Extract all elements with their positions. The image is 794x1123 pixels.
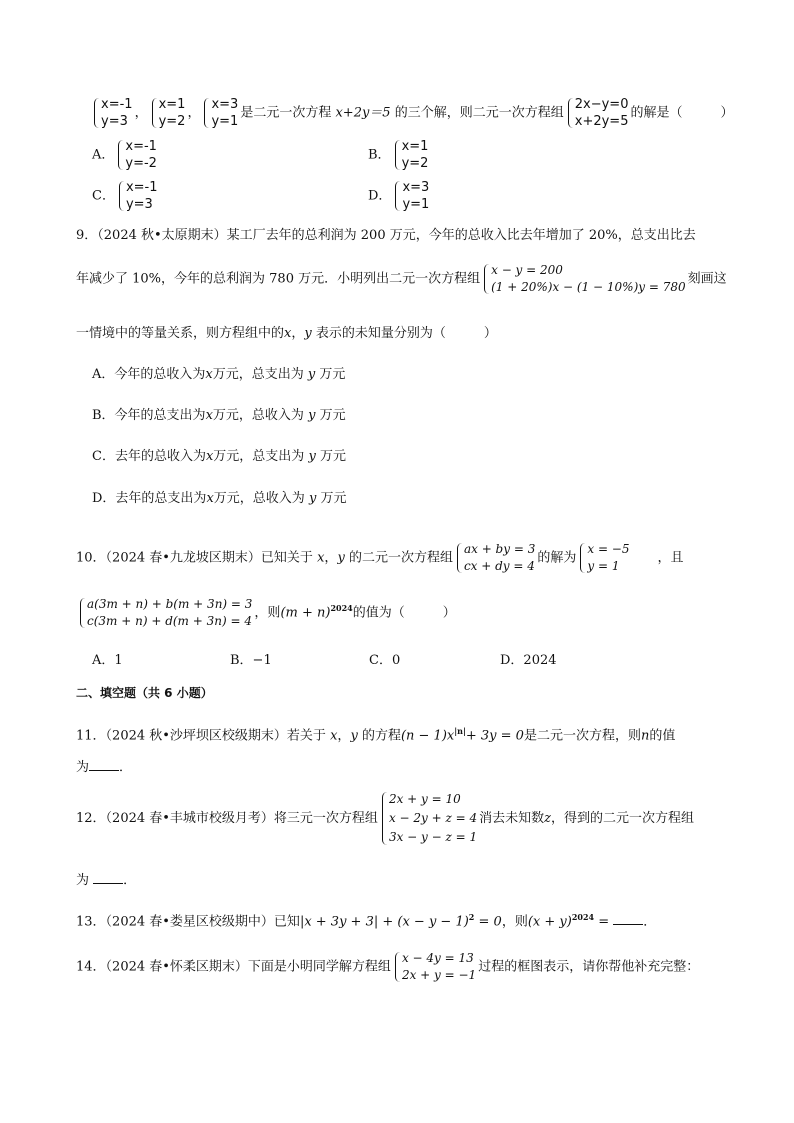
q9-c-v1: x bbox=[205, 449, 214, 464]
q11-line-1 bbox=[76, 722, 675, 745]
q8-stem: x=-1 y=3 ， x=1 y=2 ， x=3 y=1 是二元一次方程 x+2y＝5 的三个解，则二元一次方程组 2x−y=0 x+2y=5 的解是（ ） bbox=[90, 96, 734, 130]
q10-sys1-row2: cx + dy = 4 bbox=[463, 559, 535, 573]
q9-d-end: 万元 bbox=[320, 491, 347, 506]
q8-system-2 bbox=[150, 96, 186, 130]
q9-a-mid: 万元，总支出为 bbox=[212, 367, 304, 382]
q10-expression: (m + n) bbox=[280, 605, 331, 621]
q8-system-4 bbox=[566, 96, 629, 130]
q9-text-3: 刻画这 bbox=[687, 271, 727, 287]
q8-c-row1: x=-1 bbox=[125, 180, 158, 195]
q8-b-row1: x=1 bbox=[401, 139, 429, 154]
q9-line-3 bbox=[76, 325, 497, 343]
q11-text-5: 为 bbox=[76, 760, 90, 775]
q9-option-b[interactable] bbox=[92, 407, 346, 425]
q13-answer-blank[interactable] bbox=[613, 912, 643, 925]
q10-var-y: y bbox=[337, 550, 345, 566]
q13-equals: = bbox=[594, 914, 614, 930]
q12-system bbox=[380, 790, 477, 847]
q9-a-end: 万元 bbox=[319, 367, 346, 382]
q9-option-c[interactable] bbox=[92, 448, 346, 466]
q9-line-1 bbox=[76, 227, 696, 245]
q8-a-row2: y=-2 bbox=[125, 156, 157, 171]
q11-comma: ， bbox=[337, 728, 351, 744]
q14-sys-row1: x − 4y = 13 bbox=[401, 951, 474, 965]
q10-system-1 bbox=[455, 541, 535, 575]
q9-b-v2: y bbox=[308, 408, 316, 423]
q8-option-d-label: D． bbox=[368, 188, 392, 204]
q12-sys-row1: 2x + y = 10 bbox=[388, 792, 461, 806]
q9-sys-row2: (1 + 20%)x − (1 − 10%)y = 780 bbox=[491, 280, 686, 294]
q12-sys-row2: x − 2y + z = 4 bbox=[388, 811, 478, 825]
q11-answer-blank[interactable] bbox=[89, 758, 119, 771]
q9-c-text: C．去年的总收入为 bbox=[92, 449, 206, 464]
q9-b-end: 万元 bbox=[319, 408, 346, 423]
q10-system-3 bbox=[78, 596, 252, 630]
q9-a-v1: x bbox=[205, 367, 213, 382]
q8-sys4-row2: x+2y=5 bbox=[574, 114, 629, 129]
q10-option-b[interactable] bbox=[230, 652, 272, 670]
q9-d-text: D．去年的总支出为 bbox=[92, 491, 207, 506]
q12-line-1 bbox=[76, 790, 694, 847]
q10-option-c[interactable] bbox=[369, 652, 400, 670]
q9-c-mid: 万元，总支出为 bbox=[213, 449, 305, 464]
q8-equation: x+2y＝5 bbox=[335, 105, 391, 121]
q9-text-2: 年减少了 10%，今年的总利润为 780 万元．小明列出二元一次方程组 bbox=[76, 271, 481, 287]
q12-sys-row3: 3x − y − z = 1 bbox=[388, 830, 478, 844]
q10-text-2: 的二元一次方程组 bbox=[348, 550, 453, 566]
q8-sys1-row1: x=-1 bbox=[101, 97, 133, 112]
q9-d-v2: y bbox=[308, 491, 317, 506]
q8-option-d[interactable] bbox=[368, 179, 431, 213]
q10-sys3-row2: c(3m + n) + d(m + 3n) = 4 bbox=[87, 614, 252, 628]
q13-equation: |x + 3y + 3| + (x − y − 1) bbox=[299, 914, 469, 930]
q12-answer-blank[interactable] bbox=[93, 871, 123, 884]
q10-system-2 bbox=[578, 541, 629, 575]
q8-system-3 bbox=[202, 96, 238, 130]
q9-option-d[interactable] bbox=[92, 490, 346, 508]
q10-sys2-row2: y = 1 bbox=[587, 559, 620, 573]
q14-sys-row2: 2x + y = −1 bbox=[401, 968, 477, 982]
q8-option-a[interactable] bbox=[92, 138, 159, 172]
section-heading-fill-in bbox=[76, 684, 213, 702]
q12-var-z: z bbox=[544, 811, 552, 826]
q8-a-row1: x=-1 bbox=[125, 139, 157, 154]
q8-text-1: 是二元一次方程 bbox=[240, 105, 332, 121]
q9-c-v2: y bbox=[308, 449, 316, 464]
q11-line-2 bbox=[76, 758, 132, 777]
q14-system bbox=[393, 950, 476, 984]
q12-text-1: 12．（2024 春•丰城市校级月考）将三元一次方程组 bbox=[76, 811, 378, 826]
q11-var-y: y bbox=[350, 728, 358, 744]
q8-d-row2: y=1 bbox=[402, 197, 430, 212]
q10-text-6: 的值为（ bbox=[352, 605, 405, 621]
q10-line-1 bbox=[76, 541, 684, 575]
q9-a-text: A．今年的总收入为 bbox=[92, 367, 206, 382]
q10-sys2-row1: x = −5 bbox=[587, 542, 630, 556]
q11-exponent: |n| bbox=[454, 726, 466, 736]
q9-option-a[interactable] bbox=[92, 366, 345, 384]
q8-sys3-row1: x=3 bbox=[211, 97, 239, 112]
q11-text-1: 11．（2024 秋•沙坪坝区校级期末）若关于 bbox=[76, 728, 326, 744]
q9-a-v2: y bbox=[307, 367, 316, 382]
q9-b-v1: x bbox=[205, 408, 213, 423]
q12-text-4: 为 bbox=[76, 873, 90, 888]
q13-line bbox=[76, 908, 656, 931]
q13-text-2: ，则 bbox=[501, 914, 528, 930]
q9-comma: ， bbox=[291, 326, 305, 341]
q11-text-2: 的方程 bbox=[361, 728, 401, 744]
q8-option-c-system bbox=[117, 179, 158, 213]
q10-comma: ， bbox=[324, 550, 338, 566]
q13-text-3: ． bbox=[643, 914, 657, 930]
q14-text-2: 过程的框图表示，请你帮他补充完整： bbox=[478, 959, 700, 975]
q9-d-v1: x bbox=[206, 491, 214, 506]
q9-c-end: 万元 bbox=[319, 449, 346, 464]
q9-var-x: x bbox=[284, 326, 292, 341]
q11-equation: (n − 1)x bbox=[400, 728, 455, 744]
q8-b-row2: y=2 bbox=[401, 156, 429, 171]
q11-text-6: ． bbox=[119, 760, 133, 775]
q10-text-3: 的解为 bbox=[537, 550, 577, 566]
q13-equation-2: = 0 bbox=[474, 914, 502, 930]
q10-a-text: A．1 bbox=[92, 653, 123, 668]
q8-option-a-label: A． bbox=[92, 147, 115, 163]
q8-option-b[interactable] bbox=[368, 138, 430, 172]
q8-option-c[interactable] bbox=[92, 179, 160, 213]
q8-text-2: 的三个解，则二元一次方程组 bbox=[394, 105, 564, 121]
q9-b-mid: 万元，总收入为 bbox=[212, 408, 304, 423]
q10-option-d[interactable] bbox=[500, 652, 557, 670]
q10-text-7: ） bbox=[442, 605, 456, 621]
q8-sys3-row2: y=1 bbox=[211, 114, 239, 129]
q8-d-row1: x=3 bbox=[402, 180, 430, 195]
q11-text-3: 是二元一次方程，则 bbox=[523, 728, 641, 744]
q9-d-mid: 万元，总收入为 bbox=[213, 491, 305, 506]
q12-text-5: ． bbox=[123, 873, 137, 888]
q10-line-2 bbox=[76, 596, 456, 630]
q8-sys1-row2: y=3 bbox=[101, 114, 128, 129]
q10-option-a[interactable] bbox=[92, 652, 123, 670]
q10-text-5: ，则 bbox=[254, 605, 281, 621]
q9-b-text: B．今年的总支出为 bbox=[92, 408, 206, 423]
q11-var-x: x bbox=[330, 728, 338, 744]
q9-text-4: 一情境中的等量关系，则方程组中的 bbox=[76, 326, 285, 341]
q9-line-2 bbox=[76, 262, 727, 296]
q10-var-x: x bbox=[317, 550, 325, 566]
q10-d-text: D．2024 bbox=[500, 653, 557, 668]
q10-text-4: ，且 bbox=[657, 550, 684, 566]
q11-equation-2: + 3y = 0 bbox=[465, 728, 524, 744]
q9-var-y: y bbox=[304, 326, 312, 341]
q8-sys2-row2: y=2 bbox=[158, 114, 186, 129]
q8-sys4-row1: 2x−y=0 bbox=[574, 97, 629, 112]
q13-exponent-1: 2 bbox=[468, 912, 475, 922]
q8-system-1 bbox=[92, 96, 133, 130]
q9-sys-row1: x − y = 200 bbox=[491, 263, 563, 277]
q10-b-text: B．−1 bbox=[230, 653, 272, 668]
q11-text-4: 的值 bbox=[649, 728, 676, 744]
q11-var-n: n bbox=[640, 728, 650, 744]
section-2-title: 二、填空题（共 6 小题） bbox=[76, 686, 213, 700]
q13-exponent-2: 2024 bbox=[571, 912, 595, 922]
q9-text-6: ） bbox=[483, 326, 497, 341]
q8-option-b-system bbox=[393, 138, 429, 172]
q10-text-1: 10．（2024 春•九龙坡区期末）已知关于 bbox=[76, 550, 313, 566]
q10-sys3-row1: a(3m + n) + b(m + 3n) = 3 bbox=[87, 597, 253, 611]
q13-text-1: 13．（2024 春•娄星区校级期中）已知 bbox=[76, 914, 300, 930]
q8-sys2-row1: x=1 bbox=[158, 97, 186, 112]
q14-text-1: 14．（2024 春•怀柔区期末）下面是小明同学解方程组 bbox=[76, 959, 391, 975]
q12-text-2: 消去未知数 bbox=[479, 811, 545, 826]
q8-option-c-label: C． bbox=[92, 188, 115, 204]
q13-expression: (x + y) bbox=[527, 914, 572, 930]
q8-c-row2: y=3 bbox=[125, 197, 153, 212]
q8-option-d-system bbox=[393, 179, 429, 213]
q9-text-5: 表示的未知量分别为（ bbox=[315, 326, 446, 341]
q10-c-text: C．0 bbox=[369, 653, 401, 668]
q9-text-1: 9．（2024 秋•太原期末）某工厂去年的总利润为 200 万元，今年的总收入比去年增加了 20%，总支出比去 bbox=[76, 228, 696, 243]
q8-option-b-label: B． bbox=[368, 147, 391, 163]
q8-option-a-system bbox=[116, 138, 157, 172]
q8-text-3: 的解是（ bbox=[630, 105, 683, 121]
q8-text-4: ） bbox=[720, 105, 734, 121]
q10-exponent: 2024 bbox=[330, 603, 353, 614]
q12-line-2 bbox=[76, 871, 136, 890]
q9-system bbox=[482, 262, 686, 296]
q14-line bbox=[76, 950, 699, 984]
q10-sys1-row1: ax + by = 3 bbox=[463, 542, 536, 556]
q12-text-3: ，得到的二元一次方程组 bbox=[551, 811, 695, 826]
